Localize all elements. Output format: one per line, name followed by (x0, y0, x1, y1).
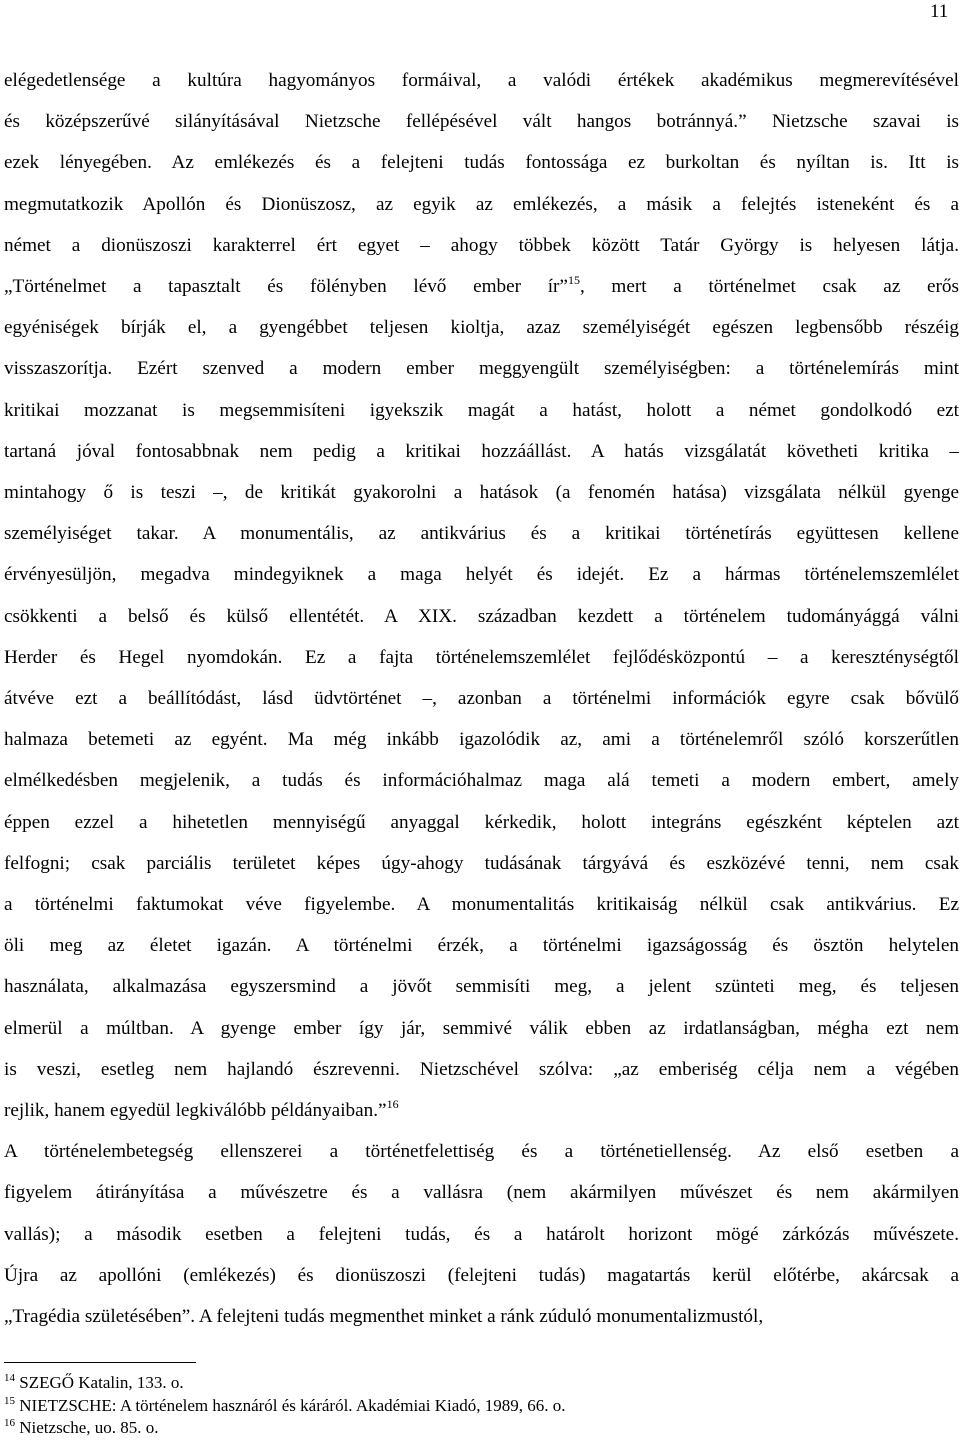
text-line: mintahogy ő is teszi –, de kritikát gyakorolni a hatások (a fenomén hatása) vizsgálata nélkül gyenge (4, 482, 959, 504)
text-line (4, 1090, 959, 1131)
footnote-number: 14 (4, 1372, 15, 1384)
text-line: elmélkedésben megjelenik, a tudás és információhalmaz maga alá temeti a modern embert, amely (4, 770, 959, 792)
text-line: visszaszorítja. Ezért szenved a modern ember meggyengült személyiségben: a történelemírás mint (4, 358, 959, 380)
page-number: 11 (930, 1, 949, 22)
text-line: felfogni; csak parciális területet képes úgy-ahogy tudásának tárgyává és eszközévé tenni, nem csak (4, 852, 959, 874)
text-line: tartaná jóval fontosabbnak nem pedig a kritikai hozzáállást. A hatás vizsgálatát követheti kritika – (4, 440, 959, 462)
footnote-reference: 16 (386, 1097, 399, 1112)
text-line: Herder és Hegel nyomdokán. Ez a fajta történelemszemlélet fejlődésközpontú – a kereszténységtől (4, 646, 959, 668)
text-line: elégedetlensége a kultúra hagyományos formáival, a valódi értékek akadémikus megmerevítésével (4, 70, 959, 91)
footnote (4, 1395, 959, 1418)
text-segment: , mert a történelmet csak az erős (579, 276, 959, 298)
text-line: kritikai mozzanat is megsemmisíteni igyekszik magát a hatást, holott a német gondolkodó ezt (4, 399, 959, 421)
text-line: „Tragédia születésében”. A felejteni tudás megmenthet minket a ránk zúduló monumentalizmustól, (4, 1306, 764, 1328)
text-line: figyelem átirányítása a művészetre és a vallásra (nem akármilyen művészet és nem akármilyen (4, 1182, 959, 1204)
text-line: személyiséget takar. A monumentális, az antikvárius és a kritikai történetírás együttesen kellene (4, 523, 959, 545)
paragraph-2 (4, 1131, 959, 1337)
text-segment: rejlik, hanem egyedül legkiválóbb példányaiban.” (4, 1100, 387, 1122)
footnote-number: 15 (4, 1394, 15, 1407)
text-line: érvényesüljön, megadva mindegyiknek a maga helyét és idejét. Ez a hármas történelemszemlélet (4, 564, 959, 586)
text-line: öli meg az életet igazán. A történelmi érzék, a történelmi igazságosság és ösztön helytelen (4, 935, 959, 957)
footnote (4, 1417, 959, 1440)
text-line: elmerül a múltban. A gyenge ember így jár, semmivé válik ebben az irdatlanságban, mégha ezt nem (4, 1017, 959, 1039)
text-line: ezek lényegében. Az emlékezés és a felejteni tudás fontossága ez burkoltan és nyíltan is. Itt is (4, 152, 959, 174)
text-line: átvéve ezt a beállítódást, lásd üdvtörténet –, azonban a történelmi információk egyre csak bővülő (4, 688, 959, 710)
text-line: halmaza betemeti az egyént. Ma még inkább igazolódik az, ami a történelemről szóló korszerűtlen (4, 729, 959, 751)
footnote-separator (4, 1362, 196, 1363)
text-line (4, 266, 959, 307)
text-line: csökkenti a belső és külső ellentétét. A XIX. században kezdett a történelem tudományággá válni (4, 605, 959, 627)
footnote-text: SZEGŐ Katalin, 133. o. (19, 1373, 184, 1392)
text-line: német a dionüszoszi karakterrel ért egyet – ahogy többek között Tatár György is helyesen látja. (4, 234, 959, 256)
paragraph-1 (4, 60, 959, 1131)
text-line: vallás); a második esetben a felejteni tudás, és a határolt horizont mögé zárkózás művészete. (4, 1223, 959, 1245)
footnote-text: NIETZSCHE: A történelem hasznáról és káráról. Akadémiai Kiadó, 1989, 66. o. (19, 1395, 566, 1415)
footnote-text: Nietzsche, uo. 85. o. (19, 1418, 159, 1437)
text-line: is veszi, esetleg nem hajlandó észrevenni. Nietzschével szólva: „az emberiség célja nem a végében (4, 1058, 959, 1080)
text-line: Újra az apollóni (emlékezés) és dionüszoszi (felejteni tudás) magatartás kerül előtérbe, akárcsak a (4, 1264, 959, 1286)
text-line: egyéniségek bírják el, a gyengébbet teljesen kioltja, azaz személyiségét egészen legbensőbb részéig (4, 317, 959, 339)
text-line: A történelembetegség ellenszerei a történetfelettiség és a történetiellenség. Az első esetben a (4, 1141, 959, 1163)
footnote (4, 1372, 959, 1395)
body-text (4, 60, 959, 1337)
footnotes (4, 1372, 959, 1440)
footnote-reference: 15 (567, 273, 580, 288)
text-line: használata, alkalmazása egyszersmind a jövőt semmisíti meg, a jelent szünteti meg, és teljesen (4, 976, 959, 998)
text-line: a történelmi faktumokat véve figyelembe. A monumentalitás kritikaiság nélkül csak antikvárius. Ez (4, 894, 959, 916)
text-line: és középszerűvé silányításával Nietzsche fellépésével vált hangos botránnyá.” Nietzsche szavai is (4, 111, 959, 133)
footnote-number: 16 (4, 1417, 15, 1429)
text-line: éppen ezzel a hihetetlen mennyiségű anyaggal kérkedik, holott integráns egészként képtelen azt (4, 811, 959, 833)
text-segment: „Történelmet a tapasztalt és fölényben lévő ember ír” (4, 276, 568, 298)
text-line: megmutatkozik Apollón és Dionüszosz, az egyik az emlékezés, a másik a felejtés isteneként és a (4, 193, 959, 215)
